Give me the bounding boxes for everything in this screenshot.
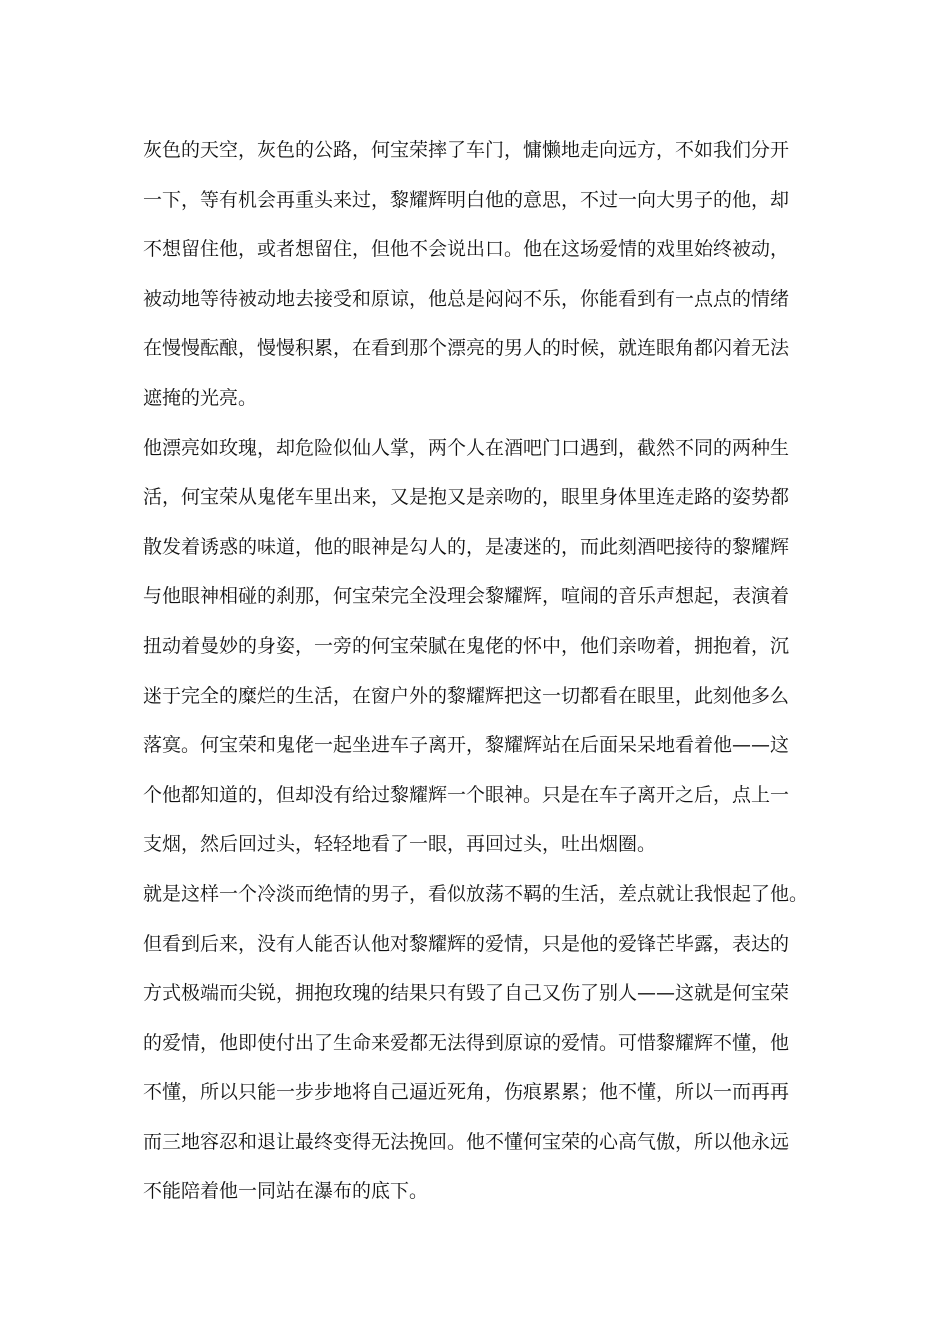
text-line: 扭动着曼妙的身姿，一旁的何宝荣腻在鬼佬的怀中，他们亲吻着，拥抱着，沉 [143, 634, 790, 657]
text-line: 方式极端而尖锐，拥抱玫瑰的结果只有毁了自己又伤了别人——这就是何宝荣 [143, 982, 790, 1005]
text-line: 落寞。何宝荣和鬼佬一起坐进车子离开，黎耀辉站在后面呆呆地看着他——这 [143, 734, 790, 757]
text-line: 而三地容忍和退让最终变得无法挽回。他不懂何宝荣的心高气傲，所以他永远 [143, 1130, 790, 1153]
text-line: 不懂，所以只能一步步地将自己逼近死角，伤痕累累；他不懂，所以一而再再 [143, 1081, 790, 1104]
text-line: 一下，等有机会再重头来过，黎耀辉明白他的意思，不过一向大男子的他，却 [143, 188, 790, 211]
text-line: 在慢慢酝酿，慢慢积累，在看到那个漂亮的男人的时候，就连眼角都闪着无法 [143, 337, 790, 360]
text-line: 但看到后来，没有人能否认他对黎耀辉的爱情，只是他的爱锋芒毕露，表达的 [143, 932, 790, 955]
text-line: 他漂亮如玫瑰，却危险似仙人掌，两个人在酒吧门口遇到，截然不同的两种生 [143, 436, 790, 459]
text-line: 迷于完全的糜烂的生活，在窗户外的黎耀辉把这一切都看在眼里，此刻他多么 [143, 684, 790, 707]
body-text [143, 130, 833, 1221]
text-line: 遮掩的光亮。 [143, 386, 258, 409]
text-line: 个他都知道的，但却没有给过黎耀辉一个眼神。只是在车子离开之后，点上一 [143, 783, 790, 806]
text-line: 支烟，然后回过头，轻轻地看了一眼，再回过头，吐出烟圈。 [143, 833, 657, 856]
text-line: 不想留住他，或者想留住，但他不会说出口。他在这场爱情的戏里始终被动， [143, 238, 790, 261]
text-line: 被动地等待被动地去接受和原谅，他总是闷闷不乐，你能看到有一点点的情绪 [143, 287, 790, 310]
text-line: 不能陪着他一同站在瀑布的底下。 [143, 1180, 429, 1203]
text-line: 的爱情，他即使付出了生命来爱都无法得到原谅的爱情。可惜黎耀辉不懂，他 [143, 1031, 790, 1054]
text-line: 就是这样一个冷淡而绝情的男子，看似放荡不羁的生活，差点就让我恨起了他。 [143, 882, 809, 905]
text-line: 与他眼神相碰的刹那，何宝荣完全没理会黎耀辉，喧闹的音乐声想起，表演着 [143, 585, 790, 608]
text-line: 灰色的天空，灰色的公路，何宝荣摔了车门，慵懒地走向远方，不如我们分开 [143, 139, 790, 161]
text-line: 散发着诱惑的味道，他的眼神是勾人的，是凄迷的，而此刻酒吧接待的黎耀辉 [143, 535, 790, 558]
text-line: 活，何宝荣从鬼佬车里出来，又是抱又是亲吻的，眼里身体里连走路的姿势都 [143, 486, 790, 509]
